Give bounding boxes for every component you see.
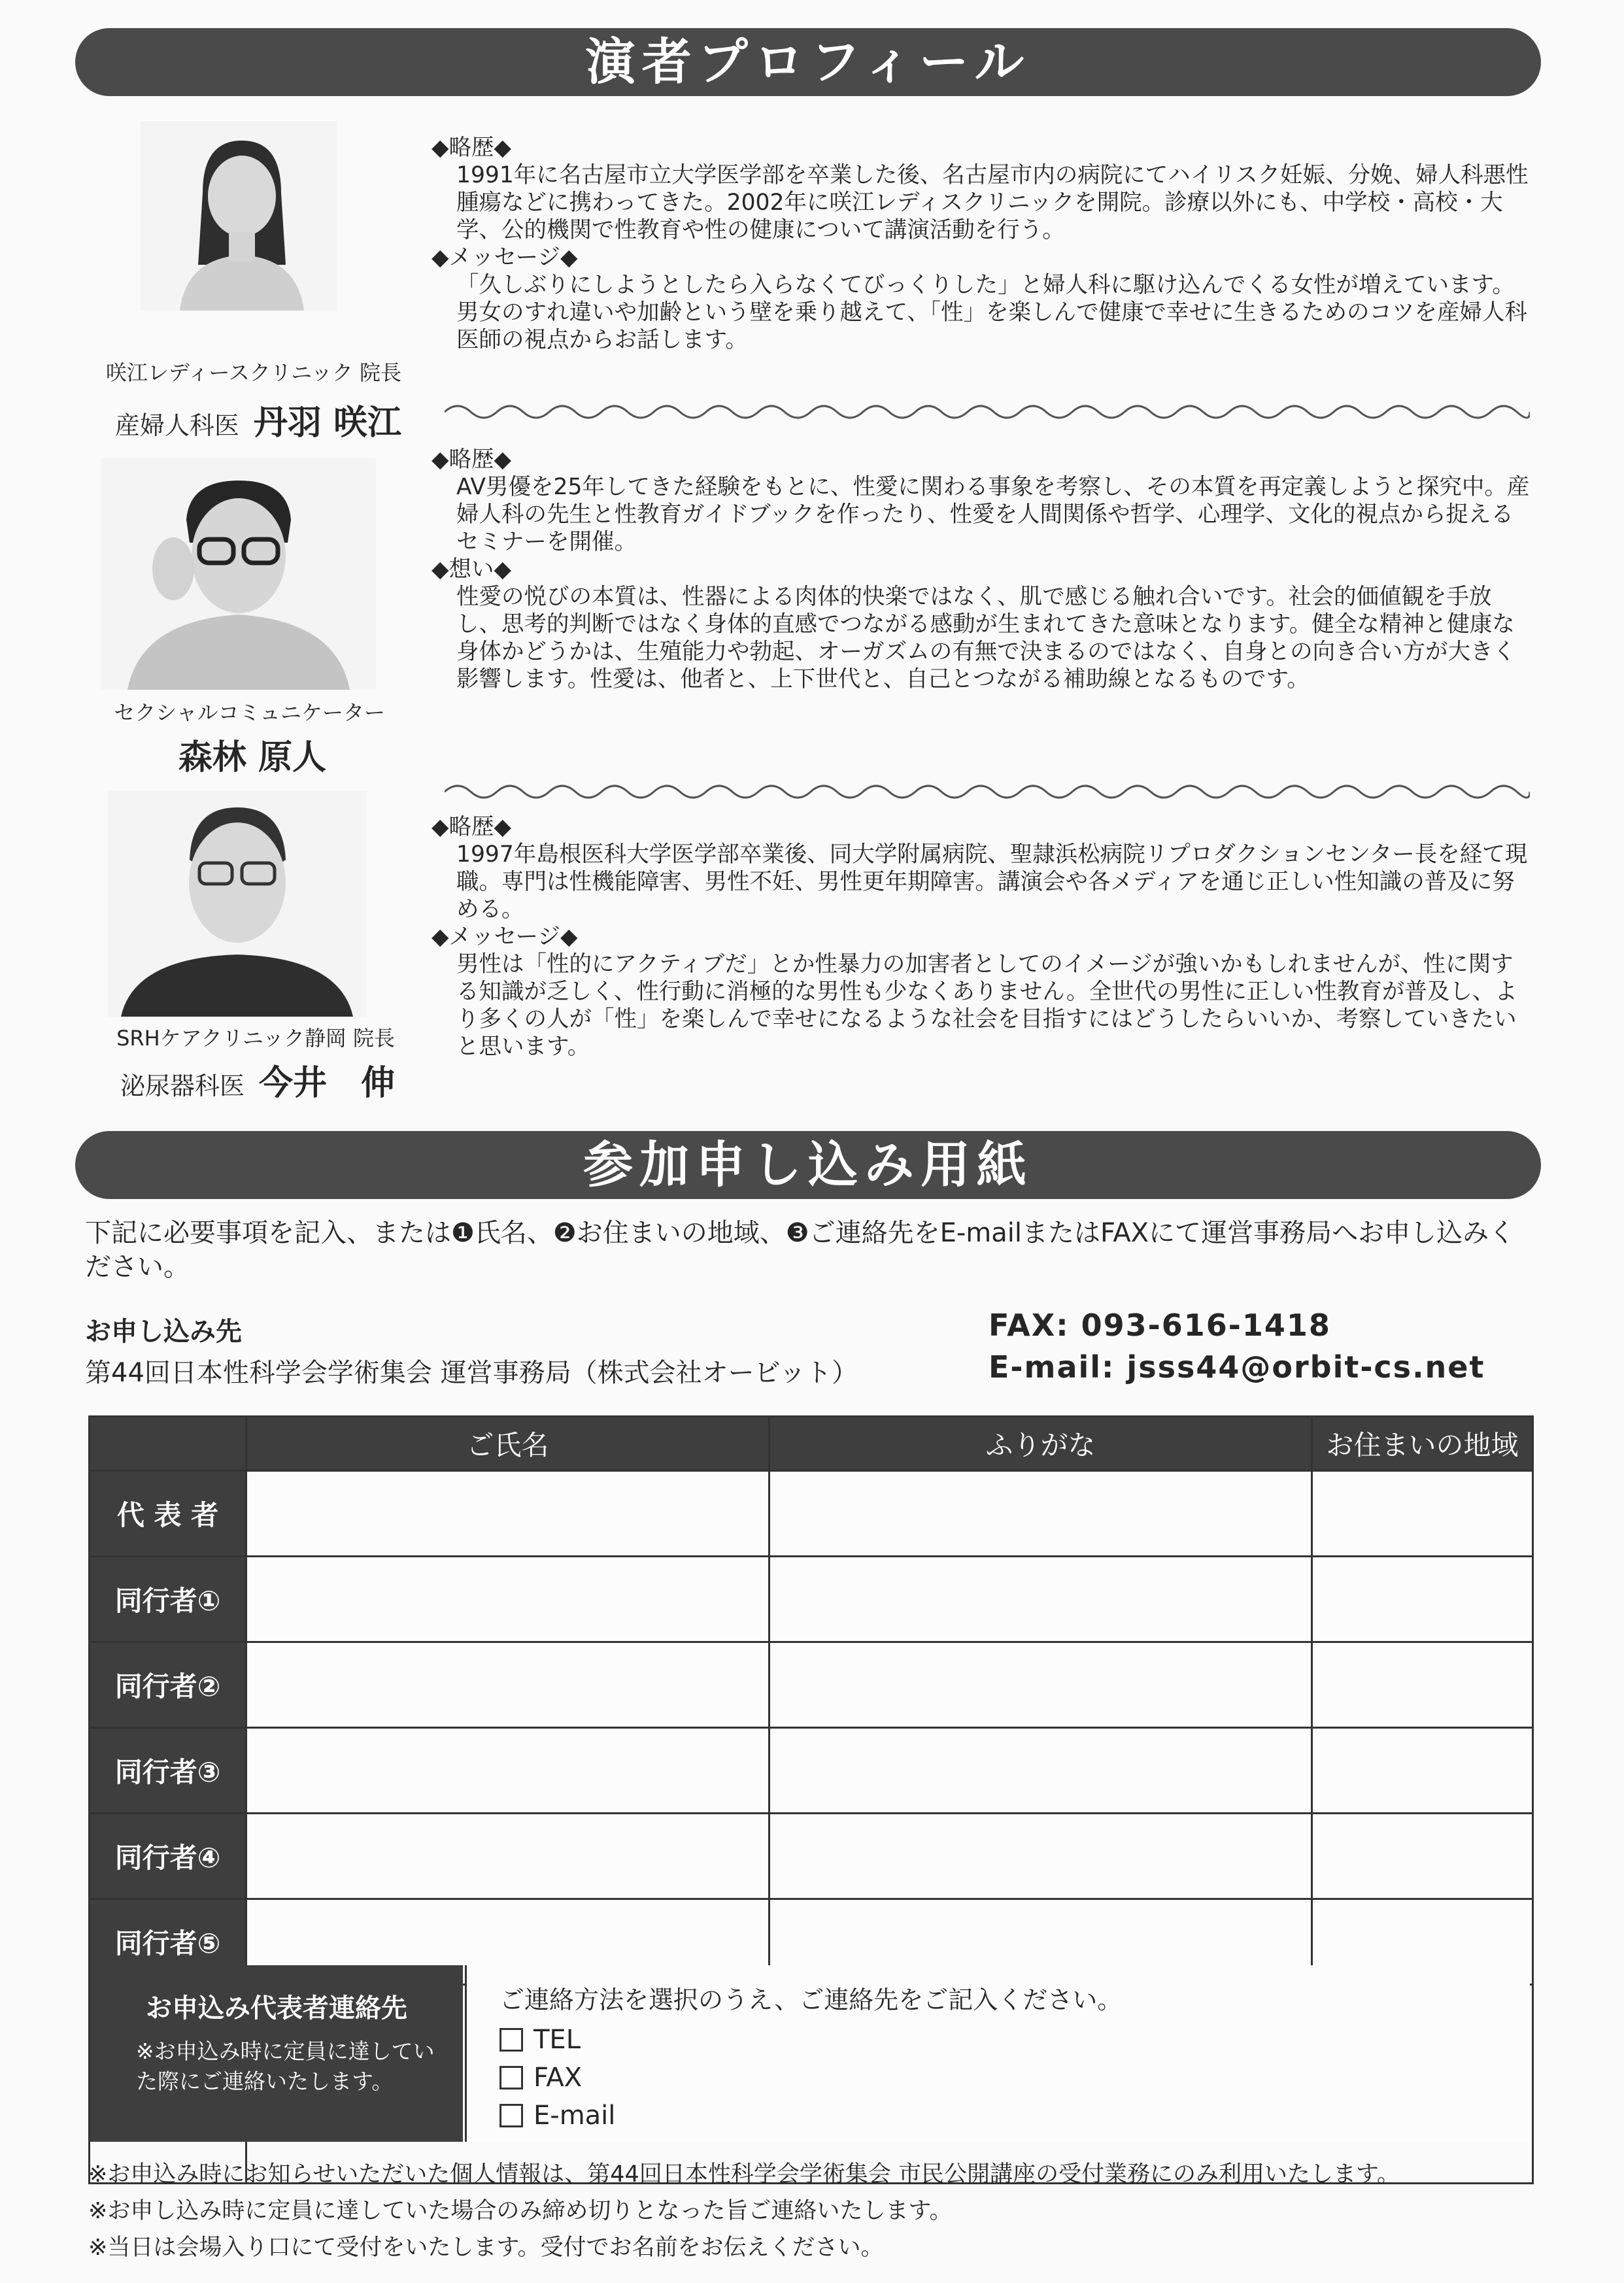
speaker-2-heading-1: ◆略歴◆ xyxy=(431,447,512,473)
speaker-1-text-1: 1991年に名古屋市立大学医学部を卒業した後、名古屋市内の病院にてハイリスク妊娠、分娩、婦人科悪性腫瘍などに携わってきた。2002年に咲江レディスクリニックを開院。診療以外にも、中学校・高校・大学、公的機関で性教育や性の健康について講演活動を行う。 xyxy=(456,162,1529,243)
tel-checkbox[interactable] xyxy=(499,2028,523,2052)
column-furigana: ふりがな xyxy=(770,1417,1312,1471)
speaker-2-bio xyxy=(431,446,1530,693)
footnotes xyxy=(88,2156,1400,2266)
contact-label-panel xyxy=(90,1965,463,2142)
speaker-3-name-block xyxy=(120,1055,395,1104)
furigana-field[interactable] xyxy=(770,1471,1312,1557)
form-row-companion-1 xyxy=(90,1557,1533,1642)
form-corner-cell xyxy=(90,1417,246,1471)
speaker-1-name-block xyxy=(115,395,401,444)
email-checkbox[interactable] xyxy=(499,2104,523,2127)
speaker-1-heading-2: ◆メッセージ◆ xyxy=(431,245,578,271)
speaker-2-org: セクシャルコミュニケーター xyxy=(114,700,385,725)
name-field[interactable] xyxy=(246,1814,770,1899)
form-row-companion-4 xyxy=(90,1814,1533,1899)
footnote-1: ※お申込み時にお知らせいただいた個人情報は、第44回日本性科学会学術集会 市民公開講座の受付業務にのみ利用いたします。 xyxy=(88,2161,1400,2188)
column-region: お住まいの地域 xyxy=(1312,1417,1533,1471)
speaker-1-photo xyxy=(141,121,337,311)
column-name: ご氏名 xyxy=(246,1417,770,1471)
form-row-companion-3 xyxy=(90,1728,1533,1814)
region-field[interactable] xyxy=(1312,1471,1533,1557)
application-section-title: 参加申し込み用紙 xyxy=(583,1136,1033,1194)
speaker-2-text-2: 性愛の悦びの本質は、性器による肉体的快楽ではなく、肌で感じる触れ合いです。社会的価値観を手放し、思考的判断ではなく身体的直感でつながる感動が生まれてきた意味となります。健全な精神と健康な身体かどうかは、生殖能力や勃起、オーガズムの有無で決まるのではなく、自身との向き合い方が大きく影響します。性愛は、他者と、上下世代と、自己とつながる補助線となるものです。 xyxy=(456,584,1516,692)
row-label: 同行者⑤ xyxy=(90,1899,246,1985)
row-label: 同行者③ xyxy=(90,1728,246,1814)
option-email[interactable] xyxy=(499,2097,1530,2135)
application-section-banner xyxy=(75,1131,1541,1199)
speaker-3-name: 今井 伸 xyxy=(258,1064,395,1103)
region-field[interactable] xyxy=(1312,1642,1533,1728)
contact-prompt: ご連絡方法を選択のうえ、ご連絡先をご記入ください。 xyxy=(499,1986,1123,2014)
speaker-2-heading-2: ◆想い◆ xyxy=(431,556,512,583)
speaker-3-photo xyxy=(108,791,366,1017)
row-label: 同行者① xyxy=(90,1557,246,1642)
option-tel[interactable] xyxy=(499,2021,1530,2059)
speaker-2-text-1: AV男優を25年してきた経験をもとに、性愛に関わる事象を考察し、その本質を再定義しようと探究中。産婦人科の先生と性教育ガイドブックを作ったり、性愛を人間関係や哲学、心理学、文化的視点から捉えるセミナーを開催。 xyxy=(456,474,1530,555)
furigana-field[interactable] xyxy=(770,1557,1312,1642)
contact-options-panel xyxy=(465,1965,1530,2142)
contact-note: ※お申込み時に定員に達していた際にご連絡いたします。 xyxy=(136,2038,435,2094)
application-intro: 下記に必要事項を記入、または❶氏名、❷お住まいの地域、❸ご連絡先をE-mailまたはFAXにて運営事務局へお申し込みください。 xyxy=(85,1218,1515,1282)
furigana-field[interactable] xyxy=(770,1642,1312,1728)
form-header-row xyxy=(90,1417,1533,1471)
row-label: 同行者④ xyxy=(90,1814,246,1899)
speaker-3-bio xyxy=(431,813,1530,1060)
option-fax-label: FAX xyxy=(533,2063,583,2093)
profile-section-banner xyxy=(75,28,1541,96)
form-row-companion-2 xyxy=(90,1642,1533,1728)
speaker-3-org: SRHケアクリニック静岡 院長 xyxy=(116,1026,395,1051)
region-field[interactable] xyxy=(1312,1728,1533,1814)
row-label: 代 表 者 xyxy=(90,1471,246,1557)
name-field[interactable] xyxy=(246,1471,770,1557)
speaker-2-name-block xyxy=(178,730,326,779)
region-field[interactable] xyxy=(1312,1814,1533,1899)
footnote-2: ※お申し込み時に定員に達していた場合のみ締め切りとなった旨ご連絡いたします。 xyxy=(88,2198,953,2224)
fax-number: FAX: 093-616-1418 xyxy=(989,1308,1331,1343)
ornamental-divider-2 xyxy=(445,780,1530,803)
option-fax[interactable] xyxy=(499,2059,1530,2097)
speaker-3-heading-2: ◆メッセージ◆ xyxy=(431,924,578,950)
form-row-representative xyxy=(90,1471,1533,1557)
furigana-field[interactable] xyxy=(770,1814,1312,1899)
speaker-1-org: 咲江レディースクリニック 院長 xyxy=(105,360,401,385)
region-field[interactable] xyxy=(1312,1557,1533,1642)
speaker-2-photo xyxy=(101,458,376,690)
address-label: お申し込み先 xyxy=(85,1317,242,1347)
ornamental-divider-1 xyxy=(445,400,1530,424)
option-tel-label: TEL xyxy=(533,2025,581,2055)
speaker-2-name: 森林 原人 xyxy=(178,738,326,777)
speaker-3-text-1: 1997年島根医科大学医学部卒業後、同大学附属病院、聖隷浜松病院リプロダクションセンター長を経て現職。専門は性機能障害、男性不妊、男性更年期障害。講演会や各メディアを通じ正しい性知識の普及に努める。 xyxy=(456,841,1528,922)
speaker-1-name: 丹羽 咲江 xyxy=(253,403,401,443)
speaker-3-text-2: 男性は「性的にアクティブだ」とか性暴力の加害者としてのイメージが強いかもしれませんが、性に関する知識が乏しく、性行動に消極的な男性も少なくありません。全世代の男性に正しい性教育が普及し、より多くの人が「性」を楽しんで幸せになるような社会を目指すにはどうしたらいいか、考察していきたいと思います。 xyxy=(456,951,1517,1060)
speaker-1-heading-1: ◆略歴◆ xyxy=(431,135,512,161)
profile-section-title: 演者プロフィール xyxy=(585,33,1031,91)
name-field[interactable] xyxy=(246,1728,770,1814)
email-address[interactable]: E-mail: jsss44@orbit-cs.net xyxy=(989,1349,1485,1385)
name-field[interactable] xyxy=(246,1642,770,1728)
speaker-3-role: 泌尿器科医 xyxy=(120,1072,245,1100)
address-text: 第44回日本性科学会学術集会 運営事務局（株式会社オービット） xyxy=(85,1358,858,1388)
row-label: 同行者② xyxy=(90,1642,246,1728)
contact-title: お申込み代表者連絡先 xyxy=(146,1993,407,2023)
option-email-label: E-mail xyxy=(533,2101,616,2131)
speaker-3-heading-1: ◆略歴◆ xyxy=(431,814,512,840)
fax-checkbox[interactable] xyxy=(499,2066,523,2089)
speaker-1-role: 産婦人科医 xyxy=(114,411,239,440)
speaker-1-text-2: 「久しぶりにしようとしたら入らなくてびっくりした」と婦人科に駆け込んでくる女性が増えています。男女のすれ違いや加齢という壁を乗り越えて、「性」を楽しんで健康で幸せに生きるためのコツを産婦人科医師の視点からお話します。 xyxy=(456,272,1528,353)
footnote-3: ※当日は会場入り口にて受付をいたします。受付でお名前をお伝えください。 xyxy=(88,2235,884,2261)
furigana-field[interactable] xyxy=(770,1728,1312,1814)
name-field[interactable] xyxy=(246,1557,770,1642)
speaker-1-bio xyxy=(431,134,1530,354)
